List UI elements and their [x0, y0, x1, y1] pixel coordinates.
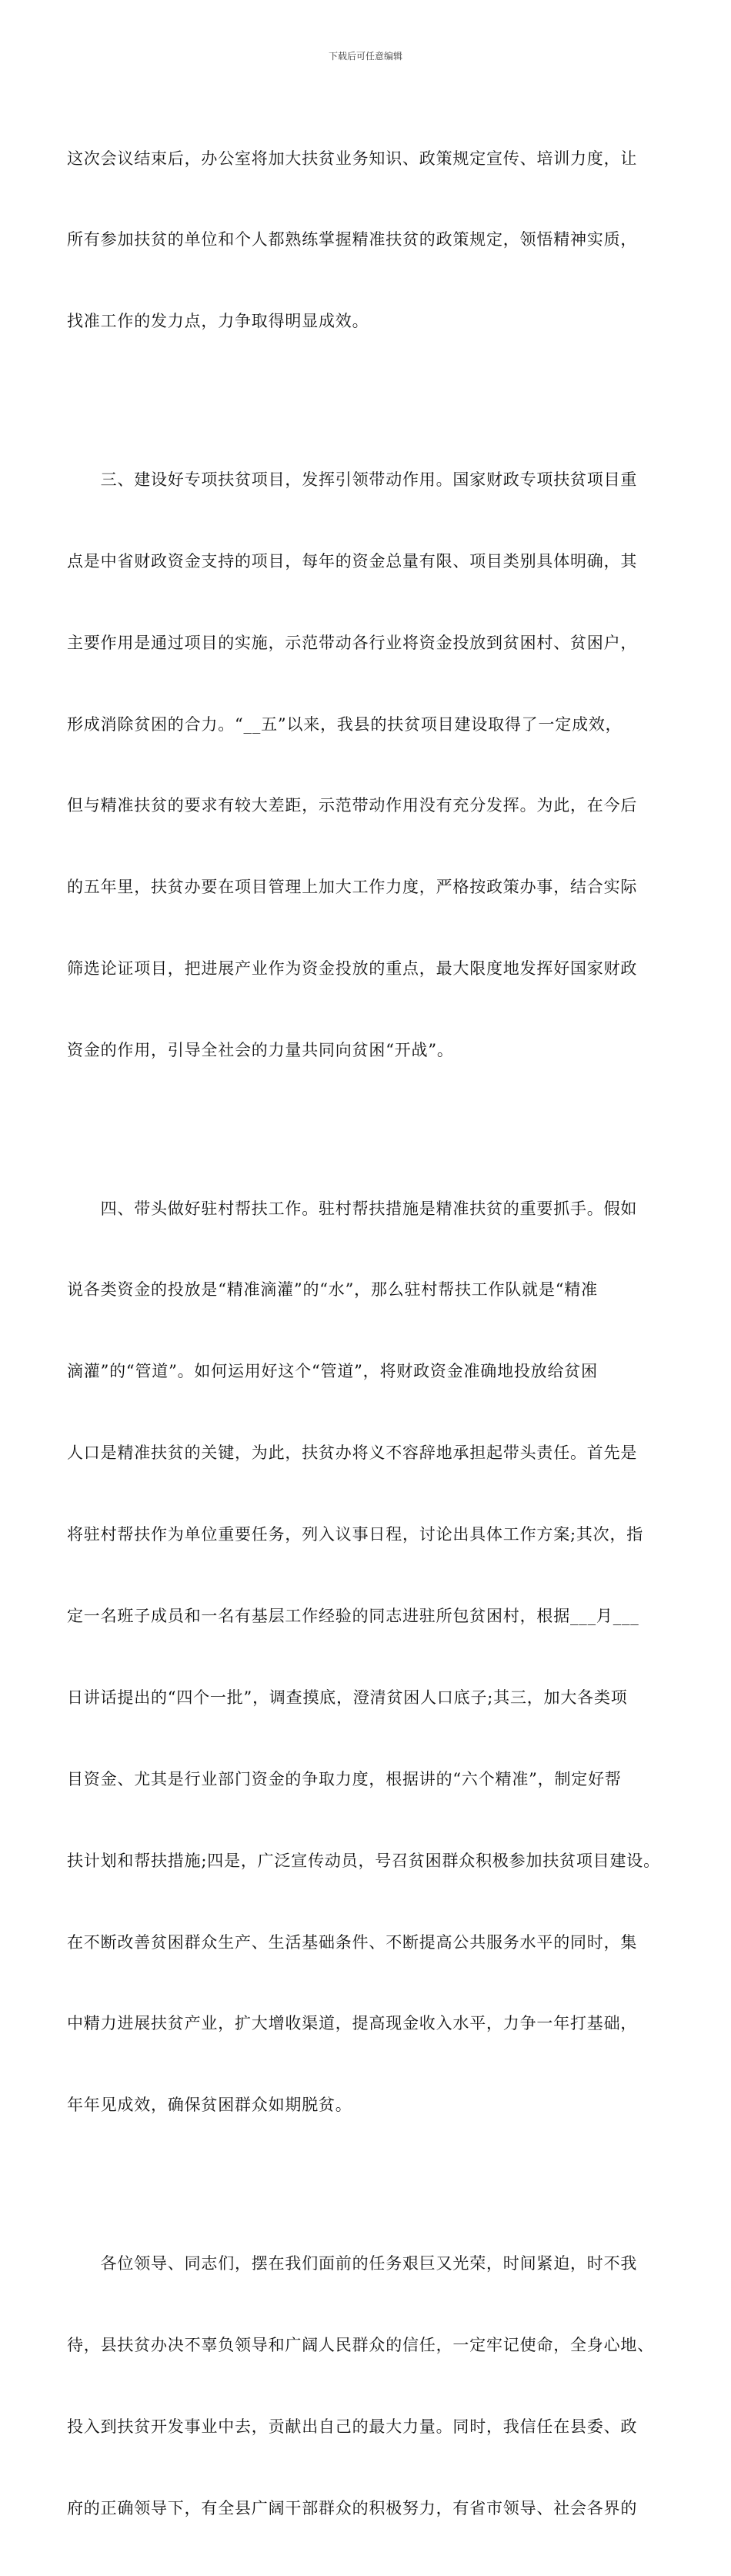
text-line: 点是中省财政资金支持的项目，每年的资金总量有限、项目类别具体明确，其	[67, 551, 638, 570]
text-line: 这次会议结束后，办公室将加大扶贫业务知识、政策规定宣传、培训力度，让	[67, 149, 638, 168]
text-line: 资金的作用，引导全社会的力量共同向贫困“开战”。	[67, 1041, 454, 1060]
text-line: 定一名班子成员和一名有基层工作经验的同志进驻所包贫困村，根据___月___	[67, 1607, 639, 1626]
page-header-note: 下载后可任意编辑	[328, 51, 402, 62]
text-line: 滴灌”的“管道”。如何运用好这个“管道”，将财政资金准确地投放给贫困	[67, 1362, 598, 1381]
text-line: 人口是精准扶贫的关键，为此，扶贫办将义不容辞地承担起带头责任。首先是	[67, 1444, 638, 1463]
text-line: 主要作用是通过项目的实施，示范带动各行业将资金投放到贫困村、贫困户，	[67, 633, 638, 652]
text-line: 形成消除贫困的合力。“__五”以来，我县的扶贫项目建设取得了一定成效，	[67, 714, 623, 734]
text-line: 找准工作的发力点，力争取得明显成效。	[67, 312, 369, 331]
text-line: 中精力进展扶贫产业，扩大增收渠道，提高现金收入水平，力争一年打基础，	[67, 2014, 638, 2033]
paragraph	[67, 412, 675, 1119]
text-line: 日讲话提出的“四个一批”，调查摸底，澄清贫困人口底子;其三，加大各类项	[67, 1688, 628, 1707]
text-line: 所有参加扶贫的单位和个人都熟练掌握精准扶贫的政策规定，领悟精神实质，	[67, 230, 638, 249]
text-line: 投入到扶贫开发事业中去，贡献出自己的最大力量。同时，我信任在县委、政	[67, 2417, 638, 2436]
paragraph	[67, 2196, 675, 2576]
paragraph	[67, 1141, 675, 2173]
text-line: 四、带头做好驻村帮扶工作。驻村帮扶措施是精准扶贫的重要抓手。假如	[67, 1199, 638, 1218]
text-line: 将驻村帮扶作为单位重要任务，列入议事日程，讨论出具体工作方案;其次，指	[67, 1525, 644, 1544]
text-line: 但与精准扶贫的要求有较大差距，示范带动作用没有充分发挥。为此，在今后	[67, 796, 638, 815]
text-line: 待，县扶贫办决不辜负领导和广阔人民群众的信任，一定牢记使命，全身心地、	[67, 2335, 654, 2354]
text-line: 三、建设好专项扶贫项目，发挥引领带动作用。国家财政专项扶贫项目重	[67, 470, 638, 489]
text-line: 各位领导、同志们，摆在我们面前的任务艰巨又光荣，时间紧迫，时不我	[67, 2253, 638, 2273]
text-line: 说各类资金的投放是“精准滴灌”的“水”，那么驻村帮扶工作队就是“精准	[67, 1280, 598, 1300]
text-line: 府的正确领导下，有全县广阔干部群众的积极努力，有省市领导、社会各界的	[67, 2498, 638, 2517]
text-line: 年年见成效，确保贫困群众如期脱贫。	[67, 2096, 352, 2115]
text-line: 扶计划和帮扶措施;四是，广泛宣传动员，号召贫困群众积极参加扶贫项目建设。	[67, 1851, 660, 1870]
text-line: 的五年里，扶贫办要在项目管理上加大工作力度，严格按政策办事，结合实际	[67, 878, 638, 897]
text-line: 筛选论证项目，把进展产业作为资金投放的重点，最大限度地发挥好国家财政	[67, 959, 638, 979]
text-line: 在不断改善贫困群众生产、生活基础条件、不断提高公共服务水平的同时，集	[67, 1932, 638, 1952]
document-body	[67, 91, 675, 2576]
paragraph	[67, 91, 675, 390]
text-line: 目资金、尤其是行业部门资金的争取力度，根据讲的“六个精准”，制定好帮	[67, 1769, 622, 1788]
